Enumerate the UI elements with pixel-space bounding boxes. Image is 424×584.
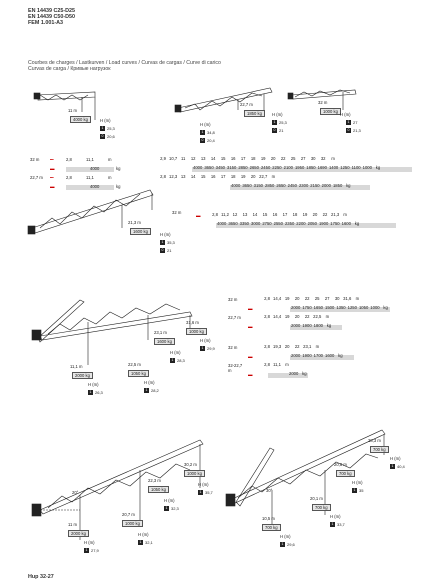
cell: 30	[310, 156, 316, 161]
cell: 2000	[291, 305, 301, 310]
table-row	[196, 212, 406, 221]
height-label: H (m)	[160, 232, 171, 237]
cell: 14	[190, 174, 196, 179]
height-label: H (m)	[200, 122, 211, 127]
cells-row	[262, 344, 322, 350]
cell: 1500	[324, 305, 335, 310]
cell: 3150	[253, 183, 263, 188]
cell: 14	[210, 156, 216, 161]
cell: 22	[322, 212, 328, 217]
cell: 14	[252, 212, 258, 217]
cell: 20	[294, 314, 300, 319]
load-box: 2000 kg	[72, 372, 93, 379]
cell: 1750	[330, 221, 340, 226]
hook-icon: ▬	[50, 166, 55, 171]
jib-length-label: 32 m	[318, 100, 328, 105]
cell: 1250	[340, 165, 350, 170]
height-value-0: 0 20,6	[101, 134, 115, 139]
cell: 2650	[249, 165, 259, 170]
cell: 1700	[313, 353, 323, 358]
cell: kg	[302, 371, 307, 376]
table-row	[228, 314, 408, 323]
height-value-1: 1 26,3	[89, 390, 103, 395]
cell: 13	[242, 212, 248, 217]
cell: 12	[190, 156, 196, 161]
height-value-1: 1 27	[347, 120, 358, 125]
cell: m	[108, 157, 112, 162]
cell: 18	[292, 212, 298, 217]
cell: 20	[312, 212, 318, 217]
load-box: 1600 kg	[130, 228, 151, 235]
load-box: 700 kg	[370, 446, 389, 453]
cell: 1900	[318, 221, 329, 226]
cell: 22	[304, 314, 310, 319]
cell: 2,8	[264, 344, 270, 349]
height-value-1: 1 32,1	[139, 540, 153, 545]
height-value-1: 1 27,9	[85, 548, 99, 553]
cell: m	[315, 344, 320, 349]
cell: kg	[383, 305, 388, 310]
cell: 23,1	[303, 344, 312, 349]
cell: m	[108, 175, 112, 180]
cell: 14,4	[273, 296, 282, 301]
load-box: 700 kg	[312, 504, 331, 511]
cell: 12	[232, 212, 238, 217]
height-label: H (m)	[330, 514, 341, 519]
height-label: H (m)	[272, 112, 283, 117]
jib-length-label: 22,3 m	[148, 478, 161, 483]
cell: 12,3	[169, 174, 178, 179]
height-label: H (m)	[390, 456, 401, 461]
cell: 3650	[242, 183, 252, 188]
height-label: H (m)	[138, 532, 149, 537]
angle-label: 30°	[266, 488, 273, 493]
row-label: 22,7 m	[30, 175, 43, 180]
cell: 2,9	[160, 156, 166, 161]
height-value-1: 1 28,3	[171, 358, 185, 363]
cell: 19	[240, 174, 246, 179]
hook-icon: ▬	[248, 372, 253, 377]
cell: 4000	[217, 221, 227, 226]
cell: 2450	[260, 165, 271, 170]
cell: 31,6	[343, 296, 352, 301]
cell: 2,8	[264, 362, 270, 367]
cell: 1000	[362, 165, 372, 170]
cell: 16	[230, 156, 236, 161]
cell: m	[325, 314, 330, 319]
height-value-0: 0 21	[161, 248, 172, 253]
cell: 1750	[302, 305, 312, 310]
row-label: 32 m	[228, 345, 238, 350]
cell: 18	[230, 174, 236, 179]
crane-drawing	[32, 440, 203, 540]
crane-drawing	[175, 88, 272, 112]
jib-length-label: 20,1 m	[310, 496, 323, 501]
cell: 22,5	[313, 314, 322, 319]
jib-length-label: 11 m	[68, 522, 77, 527]
cell: 2650	[276, 183, 286, 188]
hook-icon: ⎓	[50, 175, 54, 180]
height-label: H (m)	[100, 118, 111, 123]
cell: 19	[284, 314, 290, 319]
load-box: 700 kg	[336, 470, 355, 477]
height-value-1: 1 34,8	[201, 130, 215, 135]
cell: 30	[334, 296, 340, 301]
cell: 20	[270, 156, 276, 161]
cell: kg	[116, 184, 121, 189]
cell: 17	[220, 174, 226, 179]
hook-icon: ▬	[248, 354, 253, 359]
cells-row	[290, 323, 334, 329]
height-value-1: 1 40,4	[391, 464, 405, 469]
cell: 1000	[370, 305, 380, 310]
cell: 19	[284, 296, 290, 301]
cell: 20	[250, 174, 256, 179]
row-label: 32 m	[30, 157, 40, 162]
hook-icon: ▬	[248, 324, 253, 329]
cell: 11,2	[221, 212, 229, 217]
cell: 1250	[347, 305, 357, 310]
height-label: H (m)	[84, 540, 95, 545]
height-value-1: 1 35	[353, 488, 364, 493]
row-label: 32-22,7 m	[228, 363, 243, 373]
cell: 1600	[324, 353, 335, 358]
cell: 13	[200, 156, 206, 161]
cell: 22	[304, 296, 310, 301]
cell: 2250	[272, 165, 282, 170]
hook-icon: ▬	[248, 306, 253, 311]
cell: 2850	[238, 165, 248, 170]
cell: 2,8	[264, 296, 270, 301]
cell: kg	[326, 323, 332, 328]
row-label: 22,7 m	[228, 315, 241, 320]
cell: 14,4	[273, 314, 282, 319]
height-label: H (m)	[88, 382, 99, 387]
cells-row	[290, 305, 391, 311]
load-table	[30, 156, 400, 192]
cell: 2050	[307, 221, 317, 226]
height-value-1: 1 35,7	[199, 490, 213, 495]
cell: 1950	[294, 165, 305, 170]
cells-row	[262, 362, 292, 368]
table-row	[228, 353, 408, 362]
height-label: H (m)	[144, 380, 155, 385]
load-box: 700 kg	[262, 524, 281, 531]
load-table	[228, 296, 408, 380]
crane-drawing	[32, 300, 192, 365]
cells-row	[158, 174, 278, 180]
cells-row	[288, 371, 309, 377]
cell: 19,3	[273, 344, 282, 349]
cell: 16	[272, 212, 278, 217]
height-value-0: 0 20,4	[201, 138, 215, 143]
cells-row	[210, 212, 350, 218]
cell: 3000	[250, 221, 261, 226]
cell: kg	[346, 183, 351, 188]
cell: 2000	[289, 371, 299, 376]
load-box: 1600 kg	[154, 338, 175, 345]
cell: 1100	[351, 165, 361, 170]
load-box: 1850 kg	[244, 110, 265, 117]
load-table	[196, 212, 406, 230]
cell: 2,8	[160, 174, 166, 179]
cell: 2,8	[212, 212, 218, 217]
cell: 16	[210, 174, 216, 179]
cell: 17	[240, 156, 246, 161]
cell: 22,7	[259, 174, 268, 179]
cell: m	[355, 296, 360, 301]
cell: 2150	[310, 183, 320, 188]
table-row	[30, 174, 400, 183]
cell: 2350	[284, 221, 295, 226]
load-box: 1000 kg	[320, 108, 341, 115]
load-box: 1000 kg	[186, 328, 207, 335]
cell: 2750	[262, 221, 272, 226]
height-value-1: 1 25,3	[101, 126, 115, 131]
height-value-1: 1 32,3	[165, 506, 179, 511]
cell: 2450	[287, 183, 297, 188]
cell: 3150	[226, 165, 237, 170]
hook-icon: ▬	[50, 184, 55, 189]
cell: 1050	[358, 305, 369, 310]
cell: 15	[220, 156, 226, 161]
row-label: 32 m	[228, 297, 238, 302]
cell: 21,3	[331, 212, 340, 217]
title-line: Courbes de charges / Lastkurven / Load curves / Curvas de cargas / Curve di carico	[28, 60, 221, 66]
cell: 3650	[204, 165, 214, 170]
cell: 1850	[306, 165, 316, 170]
table-row	[228, 323, 408, 332]
cell: 15	[200, 174, 206, 179]
jib-length-label: 28,3 m	[368, 438, 381, 443]
cell: 1600	[341, 221, 351, 226]
cell: 2300	[298, 183, 309, 188]
cell: 4000	[90, 184, 100, 189]
table-row	[30, 156, 400, 165]
cell: 2000	[291, 353, 301, 358]
cell: kg	[116, 166, 121, 171]
height-value-0: 0 21,3	[347, 128, 361, 133]
height-value-1: 1 35,3	[161, 240, 175, 245]
page-footer: Hup 32-27	[28, 574, 54, 580]
cell: 27	[324, 296, 330, 301]
load-box: 1050 kg	[148, 486, 169, 493]
cell: 2100	[283, 165, 293, 170]
cell: 17	[282, 212, 288, 217]
cell: 3650	[228, 221, 238, 226]
table-row	[228, 296, 408, 305]
cell: 1690	[317, 165, 327, 170]
cell: 11	[180, 156, 186, 161]
load-box: 2000 kg	[68, 530, 89, 537]
cells-row	[262, 296, 362, 302]
cell: 1900	[302, 353, 312, 358]
jib-length-label: 30,2 m	[184, 462, 197, 467]
cell: 2850	[264, 183, 275, 188]
cell: 1900	[302, 323, 312, 328]
cell: 20	[294, 296, 300, 301]
cell: 19	[302, 212, 308, 217]
cell: 11,1	[86, 157, 94, 162]
cell: 18	[250, 156, 256, 161]
cell: kg	[375, 165, 381, 170]
cell: 2000	[321, 183, 331, 188]
cell: m	[271, 174, 276, 179]
cell: 19	[260, 156, 266, 161]
jib-length-label: 20,8 m	[334, 462, 347, 467]
cell: 25	[314, 296, 320, 301]
height-value-1: 1 25,3	[273, 120, 287, 125]
jib-length-label: 21,3 m	[128, 220, 141, 225]
cell: 2200	[296, 221, 306, 226]
cell: 3450	[215, 165, 225, 170]
height-value-1: 1 29,6	[281, 542, 295, 547]
height-value-1: 1 29,9	[201, 346, 215, 351]
cell: m	[343, 212, 347, 217]
cell: 20	[284, 344, 290, 349]
jib-length-label: 22,5 m	[128, 362, 141, 367]
jib-length-label: 10,5 m	[262, 516, 275, 521]
table-row	[30, 183, 400, 192]
table-row	[228, 371, 408, 380]
jib-length-label: 23,1 m	[154, 330, 167, 335]
jib-length-label: 31,6 m	[186, 320, 199, 325]
load-box: 1000 kg	[184, 470, 205, 477]
cell: 1850	[332, 183, 343, 188]
load-box: 1000 kg	[122, 520, 143, 527]
cells-row	[216, 221, 362, 227]
cell: kg	[354, 221, 360, 226]
standard-line: FEM 1.001-A3	[28, 20, 64, 26]
cell: 4000	[231, 183, 241, 188]
cell: 2,8	[66, 175, 72, 180]
table-row	[196, 221, 406, 230]
cell: 13	[180, 174, 186, 179]
height-label: H (m)	[198, 482, 209, 487]
cell: 1400	[328, 165, 339, 170]
table-row	[228, 305, 408, 314]
hook-icon: ⎓	[50, 157, 54, 162]
height-label: H (m)	[164, 498, 175, 503]
cell: 27	[300, 156, 306, 161]
cell: 11,1	[273, 362, 281, 367]
load-box: 4000 kg	[70, 116, 91, 123]
cell: kg	[338, 353, 343, 358]
cells-row	[158, 156, 338, 162]
jib-length-label: 32 m	[172, 210, 182, 215]
cell: 22	[294, 344, 300, 349]
cell: 1350	[336, 305, 346, 310]
height-value-0: 0 21	[273, 128, 284, 133]
standard-line: EN 14439 C50-D50	[28, 14, 76, 20]
cell: 4000	[90, 166, 100, 171]
standard-line: EN 14439 C25-D25	[28, 8, 76, 14]
table-row	[30, 165, 400, 174]
jib-length-label: 20,7 m	[122, 512, 135, 517]
cell: 4000	[193, 165, 203, 170]
cell: 11,1	[86, 175, 94, 180]
cells-row	[230, 183, 353, 189]
angle-label: 20°	[72, 490, 79, 495]
height-value-1: 1 28,2	[145, 388, 159, 393]
cells-row	[192, 165, 383, 171]
cell: 1650	[313, 305, 323, 310]
height-label: H (m)	[352, 480, 363, 485]
cell: 15	[262, 212, 268, 217]
cell: m	[331, 156, 335, 161]
cell: 2,8	[264, 314, 270, 319]
cell: 25	[290, 156, 296, 161]
cells-row	[262, 314, 332, 320]
cell: 3350	[239, 221, 249, 226]
cell: 22	[280, 156, 286, 161]
jib-length-label: 11 m	[68, 108, 77, 113]
height-label: H (m)	[280, 534, 291, 539]
title-line: Curvas de carga / Кривые нагрузок	[28, 66, 111, 73]
jib-length-label: 11,1 m	[70, 364, 83, 369]
cell: 2,8	[66, 157, 72, 162]
height-label: H (m)	[170, 350, 181, 355]
cell: 10,7	[169, 156, 178, 161]
table-row	[228, 344, 408, 353]
cell: 2000	[291, 323, 301, 328]
height-label: H (m)	[200, 338, 211, 343]
table-row	[228, 362, 408, 371]
cell: m	[285, 362, 289, 367]
cell: 32	[320, 156, 326, 161]
cell: 2550	[273, 221, 283, 226]
cell: 1800	[313, 323, 323, 328]
height-label: H (m)	[340, 112, 351, 117]
hook-icon: ▬	[196, 213, 201, 218]
cells-row	[290, 353, 345, 359]
jib-length-label: 22,7 m	[240, 102, 253, 107]
load-box: 1050 kg	[128, 370, 149, 377]
height-value-1: 1 33,7	[331, 522, 345, 527]
